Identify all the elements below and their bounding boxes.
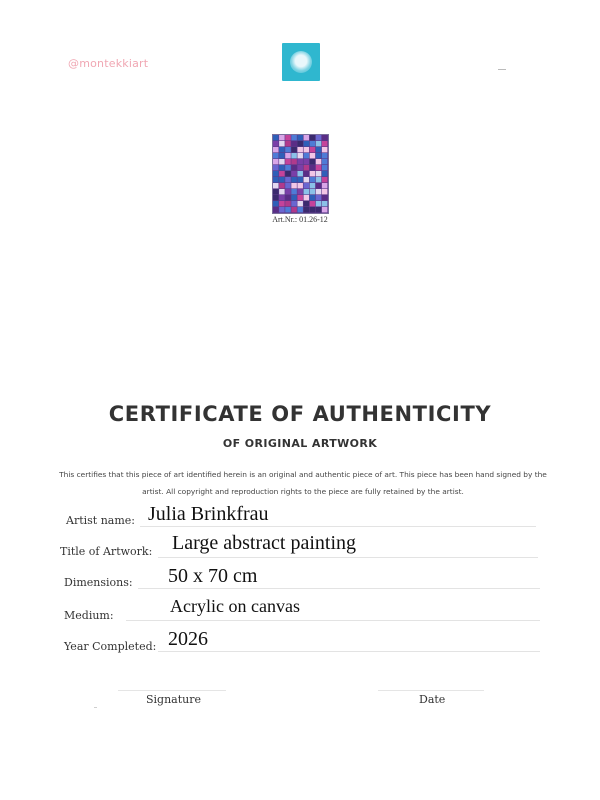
mosaic-tile (304, 147, 310, 152)
mosaic-tile (273, 135, 279, 140)
mosaic-tile (322, 183, 328, 188)
mosaic-tile (304, 165, 310, 170)
mosaic-tile (273, 165, 279, 170)
mosaic-tile (285, 201, 291, 206)
mosaic-tile (291, 165, 297, 170)
mosaic-tile (297, 177, 303, 182)
mosaic-tile (291, 195, 297, 200)
mosaic-tile (273, 141, 279, 146)
artwork-title-label: Title of Artwork: (60, 545, 153, 558)
mosaic-tile (279, 141, 285, 146)
mosaic-tile (322, 195, 328, 200)
mosaic-tile (285, 159, 291, 164)
mosaic-tile (273, 207, 279, 212)
mosaic-tile (297, 201, 303, 206)
mosaic-tile (273, 195, 279, 200)
divider-mark (498, 69, 506, 70)
mosaic-tile (285, 141, 291, 146)
artist-name-line (140, 526, 536, 527)
date-label: Date (419, 693, 446, 706)
mosaic-tile (291, 153, 297, 158)
mosaic-tile (279, 201, 285, 206)
mosaic-tile (310, 177, 316, 182)
mosaic-tile (304, 177, 310, 182)
mosaic-tile (322, 159, 328, 164)
certificate-description: This certifies that this piece of art identified herein is an original and authentic piece of art. This piece has been hand signed by the artist. All copyright and reproduction rights to the piece are fully retained by the artist. (59, 470, 547, 496)
mosaic-tile (310, 165, 316, 170)
mosaic-tile (297, 171, 303, 176)
dimensions-label: Dimensions: (64, 576, 133, 589)
mosaic-tile (285, 165, 291, 170)
medium-label: Medium: (64, 609, 114, 622)
mosaic-tile (322, 147, 328, 152)
mosaic-tile (310, 159, 316, 164)
mosaic-tile (291, 189, 297, 194)
mosaic-tile (291, 171, 297, 176)
mosaic-tile (291, 159, 297, 164)
mosaic-tile (316, 177, 322, 182)
mosaic-tile (297, 195, 303, 200)
brand-logo-icon (282, 43, 320, 81)
year-value: 2026 (168, 628, 208, 650)
artwork-thumbnail (272, 134, 329, 214)
mosaic-tile (291, 207, 297, 212)
mosaic-tile (297, 153, 303, 158)
mosaic-tile (322, 135, 328, 140)
signature-label: Signature (146, 693, 202, 706)
mosaic-tile (304, 207, 310, 212)
dimensions-value: 50 x 70 cm (168, 565, 258, 587)
medium-line (126, 620, 540, 621)
mosaic-tile (291, 141, 297, 146)
mosaic-tile (279, 159, 285, 164)
mosaic-tile (285, 207, 291, 212)
mosaic-tile (310, 183, 316, 188)
artwork-title-value: Large abstract painting (172, 532, 357, 554)
mosaic-tile (297, 165, 303, 170)
mosaic-tile (322, 165, 328, 170)
mosaic-tile (297, 147, 303, 152)
mosaic-tile (316, 183, 322, 188)
mosaic-tile (310, 189, 316, 194)
mosaic-tile (273, 189, 279, 194)
mosaic-tile (310, 141, 316, 146)
certificate-title: CERTIFICATE OF AUTHENTICITY (108, 402, 492, 426)
artwork-number: Art.Nr.: 01.26-12 (272, 215, 328, 224)
mosaic-tile (322, 153, 328, 158)
mosaic-tile (291, 135, 297, 140)
mosaic-tile (310, 207, 316, 212)
mosaic-tile (297, 183, 303, 188)
mosaic-tile (279, 207, 285, 212)
mosaic-tile (322, 189, 328, 194)
mosaic-tile (279, 165, 285, 170)
mosaic-tile (322, 201, 328, 206)
mosaic-tile (304, 159, 310, 164)
mosaic-tile (304, 183, 310, 188)
mosaic-tile (273, 159, 279, 164)
mosaic-tile (279, 147, 285, 152)
mosaic-tile (316, 165, 322, 170)
mosaic-tile (310, 195, 316, 200)
mosaic-tile (279, 171, 285, 176)
mosaic-tile (279, 153, 285, 158)
certificate-subtitle: OF ORIGINAL ARTWORK (222, 437, 378, 450)
mosaic-tile (291, 177, 297, 182)
mosaic-tile (285, 135, 291, 140)
mosaic-tile (304, 171, 310, 176)
mosaic-tile (285, 195, 291, 200)
mosaic-tile (310, 201, 316, 206)
mosaic-tile (310, 147, 316, 152)
mosaic-tile (304, 195, 310, 200)
artwork-title-line (158, 557, 538, 558)
mosaic-tile (316, 135, 322, 140)
mosaic-tile (316, 153, 322, 158)
mosaic-tile (273, 171, 279, 176)
mosaic-tile (316, 201, 322, 206)
mosaic-tile (316, 189, 322, 194)
mosaic-tile (285, 147, 291, 152)
mosaic-tile (291, 183, 297, 188)
mosaic-tile (304, 141, 310, 146)
mosaic-tile (304, 201, 310, 206)
artist-name-label: Artist name: (66, 514, 135, 527)
mosaic-tile (297, 207, 303, 212)
mosaic-tile (297, 135, 303, 140)
mosaic-tile (310, 135, 316, 140)
year-label: Year Completed: (64, 640, 157, 653)
mosaic-tile (316, 147, 322, 152)
mosaic-tile (304, 153, 310, 158)
mosaic-tile (310, 171, 316, 176)
mosaic-tile (322, 207, 328, 212)
mosaic-tile (279, 177, 285, 182)
mosaic-tile (322, 141, 328, 146)
mosaic-tile (316, 159, 322, 164)
mosaic-tile (285, 153, 291, 158)
mosaic-tile (297, 141, 303, 146)
mosaic-tile (273, 153, 279, 158)
artist-name-value: Julia Brinkfrau (148, 503, 269, 525)
mosaic-tile (273, 183, 279, 188)
mosaic-tile (279, 189, 285, 194)
signature-line (118, 690, 226, 691)
mosaic-tile (285, 189, 291, 194)
mosaic-tile (322, 171, 328, 176)
mosaic-tile (291, 201, 297, 206)
mosaic-tile (316, 171, 322, 176)
mosaic-tile (285, 177, 291, 182)
dimensions-line (138, 588, 540, 589)
mosaic-tile (273, 147, 279, 152)
social-handle: @montekkiart (68, 57, 149, 70)
mosaic-tile (279, 195, 285, 200)
mosaic-tile (291, 147, 297, 152)
mosaic-tile (285, 171, 291, 176)
mosaic-tile (316, 195, 322, 200)
mosaic-tile (322, 177, 328, 182)
mosaic-tile (304, 189, 310, 194)
mosaic-tile (273, 177, 279, 182)
mosaic-tile (310, 153, 316, 158)
mosaic-tile (273, 201, 279, 206)
decorative-dot (94, 707, 97, 708)
mosaic-tile (285, 183, 291, 188)
medium-value: Acrylic on canvas (170, 596, 300, 616)
date-line (378, 690, 484, 691)
mosaic-tile (297, 159, 303, 164)
mosaic-tile (279, 183, 285, 188)
mosaic-tile (297, 189, 303, 194)
mosaic-tile (316, 207, 322, 212)
mosaic-tile (304, 135, 310, 140)
mosaic-tile (279, 135, 285, 140)
artwork-mosaic (273, 135, 328, 213)
year-line (158, 651, 540, 652)
mosaic-tile (316, 141, 322, 146)
